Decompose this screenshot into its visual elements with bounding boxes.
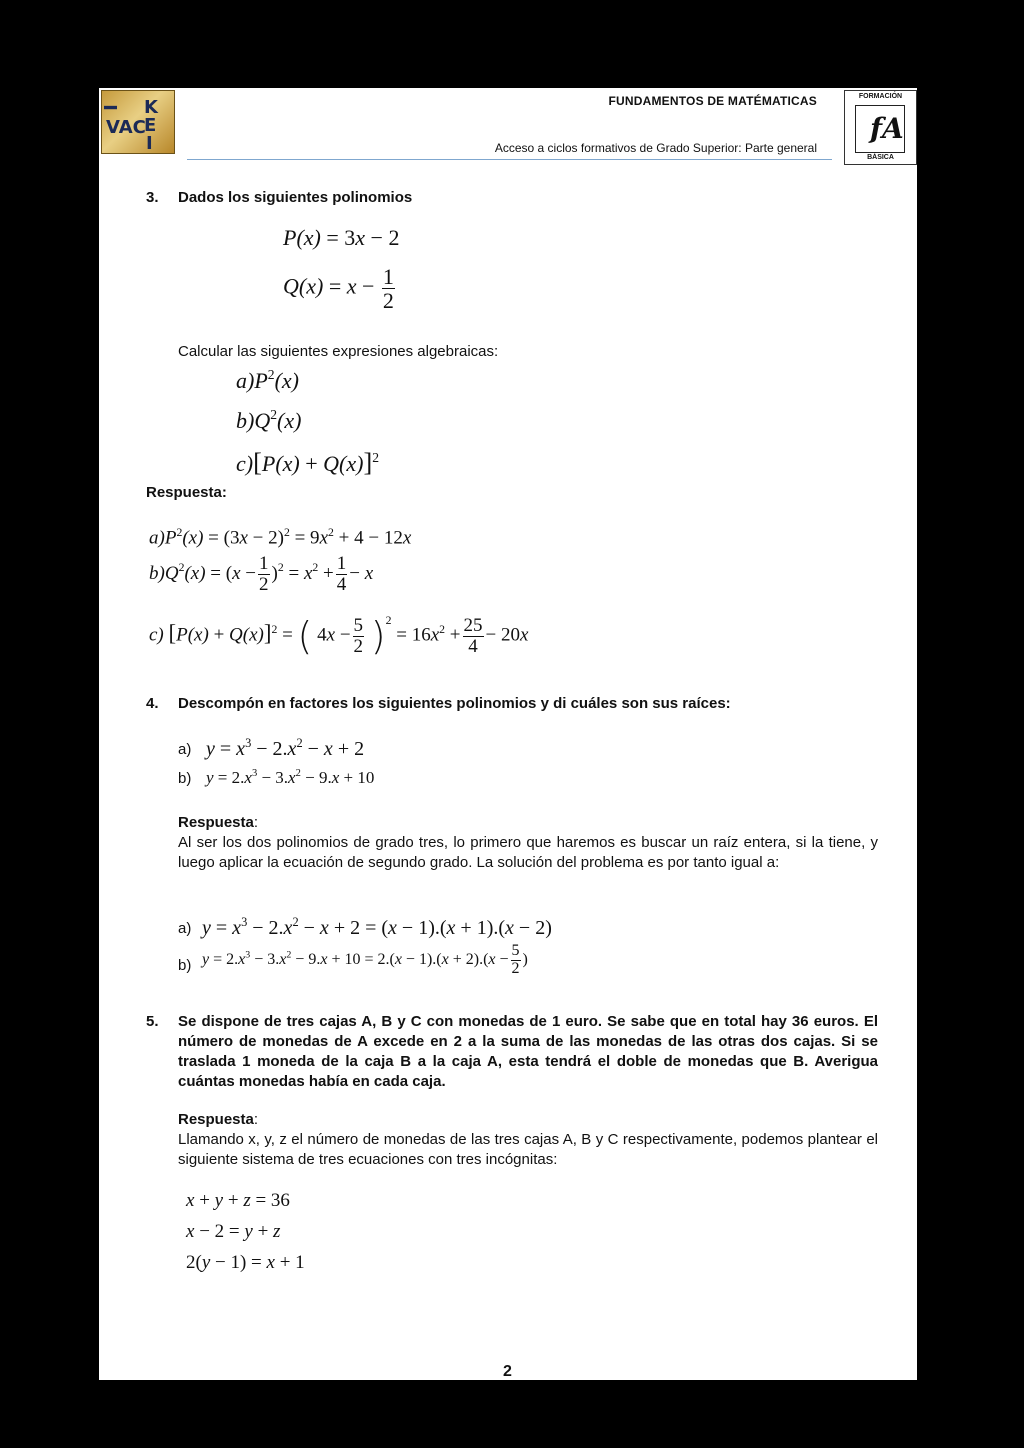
q4-solution-b: $y = 2.x^3 - 3.x^2 - 9.x + 10 = 2.(x - 1).(x + 2).(x$ − $\frac{5}{2}$ ): [202, 942, 528, 977]
q5-number: 5.: [146, 1013, 159, 1030]
q4-solution-a: $y = x^3 - 2.x^2 - x + 2 = (x - 1).(x + 1).(x - 2)$: [202, 915, 552, 940]
q5-answer-label: Respuesta: [178, 1111, 254, 1128]
q4-title: Descompón en factores los siguientes polinomios y di cuáles son sus raíces:: [178, 695, 731, 712]
header-subtitle: Acceso a ciclos formativos de Grado Superior: Parte general: [494, 141, 817, 155]
q3-item-c: $c)[P(x) + Q(x)]^2$: [236, 447, 380, 477]
logo-top-text: FORMACIÓN: [858, 93, 903, 100]
q3-answer-c: c) $[P(x) + Q(x)]^2$ = ( 4x − $\frac{5}{2}$ )$^2 = 16x^2$ + $\frac{25}{4}$ − 20x: [149, 614, 529, 659]
q3-def-q: Q(x) = x − $\frac{1}{2}$: [283, 264, 394, 314]
q4-solution-label-b: b): [178, 957, 192, 974]
q5-equation-1: x + y + z = 36: [186, 1190, 290, 1211]
q3-item-b: $b)Q^2(x)$: [236, 407, 302, 433]
document-page: [99, 88, 917, 1380]
q3-answer-label: Respuesta:: [146, 484, 227, 501]
q5-title: Se dispone de tres cajas A, B y C con monedas de 1 euro. Se sabe que en total hay 36 euros. El número de monedas de A excede en 2 a la suma de las monedas de las otras dos cajas. Si se traslada 1 moneda de la caja B a la caja A, esta tendrá el doble de monedas que B. Averigua cuántas monedas había en cada caja.: [178, 1013, 878, 1090]
q3-number: 3.: [146, 189, 159, 206]
q4-item-a: $y = x^3 - 2.x^2 - x + 2$: [206, 736, 365, 761]
q4-solution-label-a: a): [178, 920, 192, 937]
q4-answer-heading: [178, 813, 258, 833]
q4-answer-colon: :: [253, 814, 259, 831]
q3-title: Dados los siguientes polinomios: [178, 189, 413, 206]
logo-bottom-text: BÁSICA: [867, 154, 894, 161]
q4-label-a: a): [178, 741, 192, 758]
q5-equation-2: x − 2 = y + z: [186, 1221, 281, 1242]
q4-answer-text: Al ser los dos polinomios de grado tres, lo primero que haremos es buscar un raíz entera, si la tiene, y luego aplicar la ecuación de segundo grado. La solución del problema es por tanto igual a:: [178, 834, 878, 871]
q5-answer-heading: [178, 1110, 258, 1130]
header-title: FUNDAMENTOS DE MATÉMATICAS: [608, 94, 817, 108]
q3-item-a: $a)P^2(x)$: [236, 367, 299, 393]
ivac-kei-logo: I VAC K E I: [101, 90, 175, 154]
q4-number: 4.: [146, 695, 159, 712]
q4-answer-label: Respuesta: [178, 814, 254, 831]
header-divider: [187, 159, 832, 160]
q3-def-p: P(x) = 3x − 2: [283, 225, 400, 250]
q3-instruction: Calcular las siguientes expresiones algebraicas:: [178, 343, 499, 360]
page-number: 2: [503, 1363, 512, 1380]
q5-answer-colon: :: [253, 1111, 259, 1128]
q4-label-b: b): [178, 770, 192, 787]
q5-answer-text: Llamando x, y, z el número de monedas de las tres cajas A, B y C respectivamente, podemos plantear el siguiente sistema de tres ecuaciones con tres incógnitas:: [178, 1131, 878, 1168]
formacion-basica-logo: [844, 90, 917, 165]
q3-answer-a: $a)P^2(x) = (3x - 2)^2 = 9x^2 + 4 - 12x$: [149, 526, 412, 549]
q3-answer-b: $b)Q^2(x) = (x$ − $\frac{1}{2}$ )$^2 = x^2$ + $\frac{1}{4}$ − x: [149, 553, 374, 595]
q4-item-b: $y = 2.x^3 - 3.x^2 - 9.x + 10$: [206, 768, 375, 787]
logo-mark-box: [855, 105, 905, 153]
logo-mark: fA: [870, 112, 904, 145]
q5-equation-3: 2(y − 1) = x + 1: [186, 1252, 305, 1273]
